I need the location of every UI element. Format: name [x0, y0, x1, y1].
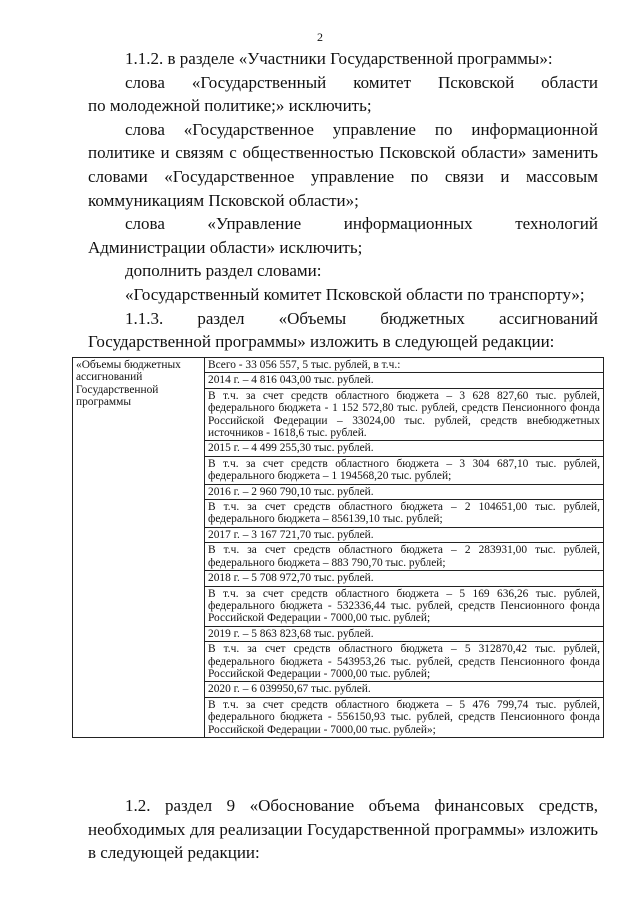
paragraph-words-line [88, 71, 598, 95]
word: комитет [353, 72, 412, 92]
table-cell: В т.ч. за счет средств областного бюджета – 3 304 687,10 тыс. рублей, федерального бюджета – 1 194568,20 тыс. рублей; [205, 456, 604, 484]
paragraph-exclude: слова «Управление информационных технологий Администрации области» исключить; [88, 214, 598, 257]
table-cell: 2017 г. – 3 167 721,70 тыс. рублей. [205, 527, 604, 542]
page-number: 2 [317, 30, 323, 44]
section-top [88, 47, 598, 354]
table-cell: 2015 г. – 4 499 255,30 тыс. рублей. [205, 441, 604, 456]
table-cell: 2020 г. – 6 039950,67 тыс. рублей. [205, 682, 604, 697]
table-cell: В т.ч. за счет средств областного бюджета – 5 312870,42 тыс. рублей, федерального бюджета - 543953,26 тыс. рублей, средств Пенсионного фонда Российской Федерации - 7000,00 тыс. рублей; [205, 642, 604, 682]
table-cell: 2016 г. – 2 960 790,10 тыс. рублей. [205, 484, 604, 499]
paragraph-continuation: по молодежной политике;» исключить; [88, 96, 372, 116]
word: «Государственный [191, 72, 327, 92]
table-cell: В т.ч. за счет средств областного бюджета – 2 104651,00 тыс. рублей, федерального бюджета – 856139,10 тыс. рублей; [205, 500, 604, 528]
budget-table [72, 357, 604, 738]
table-cell: 2018 г. – 5 708 972,70 тыс. рублей. [205, 571, 604, 586]
word: области [541, 72, 598, 92]
table-cell: В т.ч. за счет средств областного бюджета – 2 283931,00 тыс. рублей, федерального бюджета – 883 790,70 тыс. рублей; [205, 543, 604, 571]
table-cell: 2019 г. – 5 863 823,68 тыс. рублей. [205, 626, 604, 641]
section-bottom [88, 794, 598, 865]
paragraph-1-2: 1.2. раздел 9 «Обоснование объема финансовых средств, необходимых для реализации Государственной программы» изложить в следующей редакции: [88, 796, 598, 863]
table-cell: Всего - 33 056 557, 5 тыс. рублей, в т.ч.: [205, 358, 604, 373]
paragraph-transport: «Государственный комитет Псковской области по транспорту»; [125, 284, 585, 304]
table-cell: В т.ч. за счет средств областного бюджета – 3 628 827,60 тыс. рублей, федерального бюджета - 1 152 572,80 тыс. рублей, средств Пенсионного фонда Российской Федерации – 33024,00 тыс. рублей, средств внебюджетных источников - 1618,6 тыс. рублей. [205, 388, 604, 441]
word: слова [125, 72, 165, 92]
paragraph-replace: слова «Государственное управление по информационной политике и связям с общественностью Псковской области» заменить словами «Государственное управление по связи и массовым коммуникациям Псковской области»; [88, 119, 598, 210]
table-left-cell: «Объемы бюджетных ассигнований Государственной программы [73, 358, 205, 738]
table-cell: В т.ч. за счет средств областного бюджета – 5 169 636,26 тыс. рублей, федерального бюджета - 532336,44 тыс. рублей, средств Пенсионного фонда Российской Федерации - 7000,00 тыс. рублей; [205, 586, 604, 626]
paragraph-1-1-3: 1.1.3. раздел «Объемы бюджетных ассигнований Государственной программы» изложить в следующей редакции: [88, 308, 598, 352]
table-cell: 2014 г. – 4 816 043,00 тыс. рублей. [205, 373, 604, 388]
word: Псковской [438, 72, 515, 92]
paragraph-1-1-2: 1.1.2. в разделе «Участники Государственной программы»: [125, 49, 553, 68]
table-row [73, 358, 604, 373]
paragraph-supplement: дополнить раздел словами: [125, 261, 322, 281]
table-cell: В т.ч. за счет средств областного бюджета – 5 476 799,74 тыс. рублей, федерального бюджета - 556150,93 тыс. рублей, средств Пенсионного фонда Российской Федерации - 7000,00 тыс. рублей»; [205, 697, 604, 737]
